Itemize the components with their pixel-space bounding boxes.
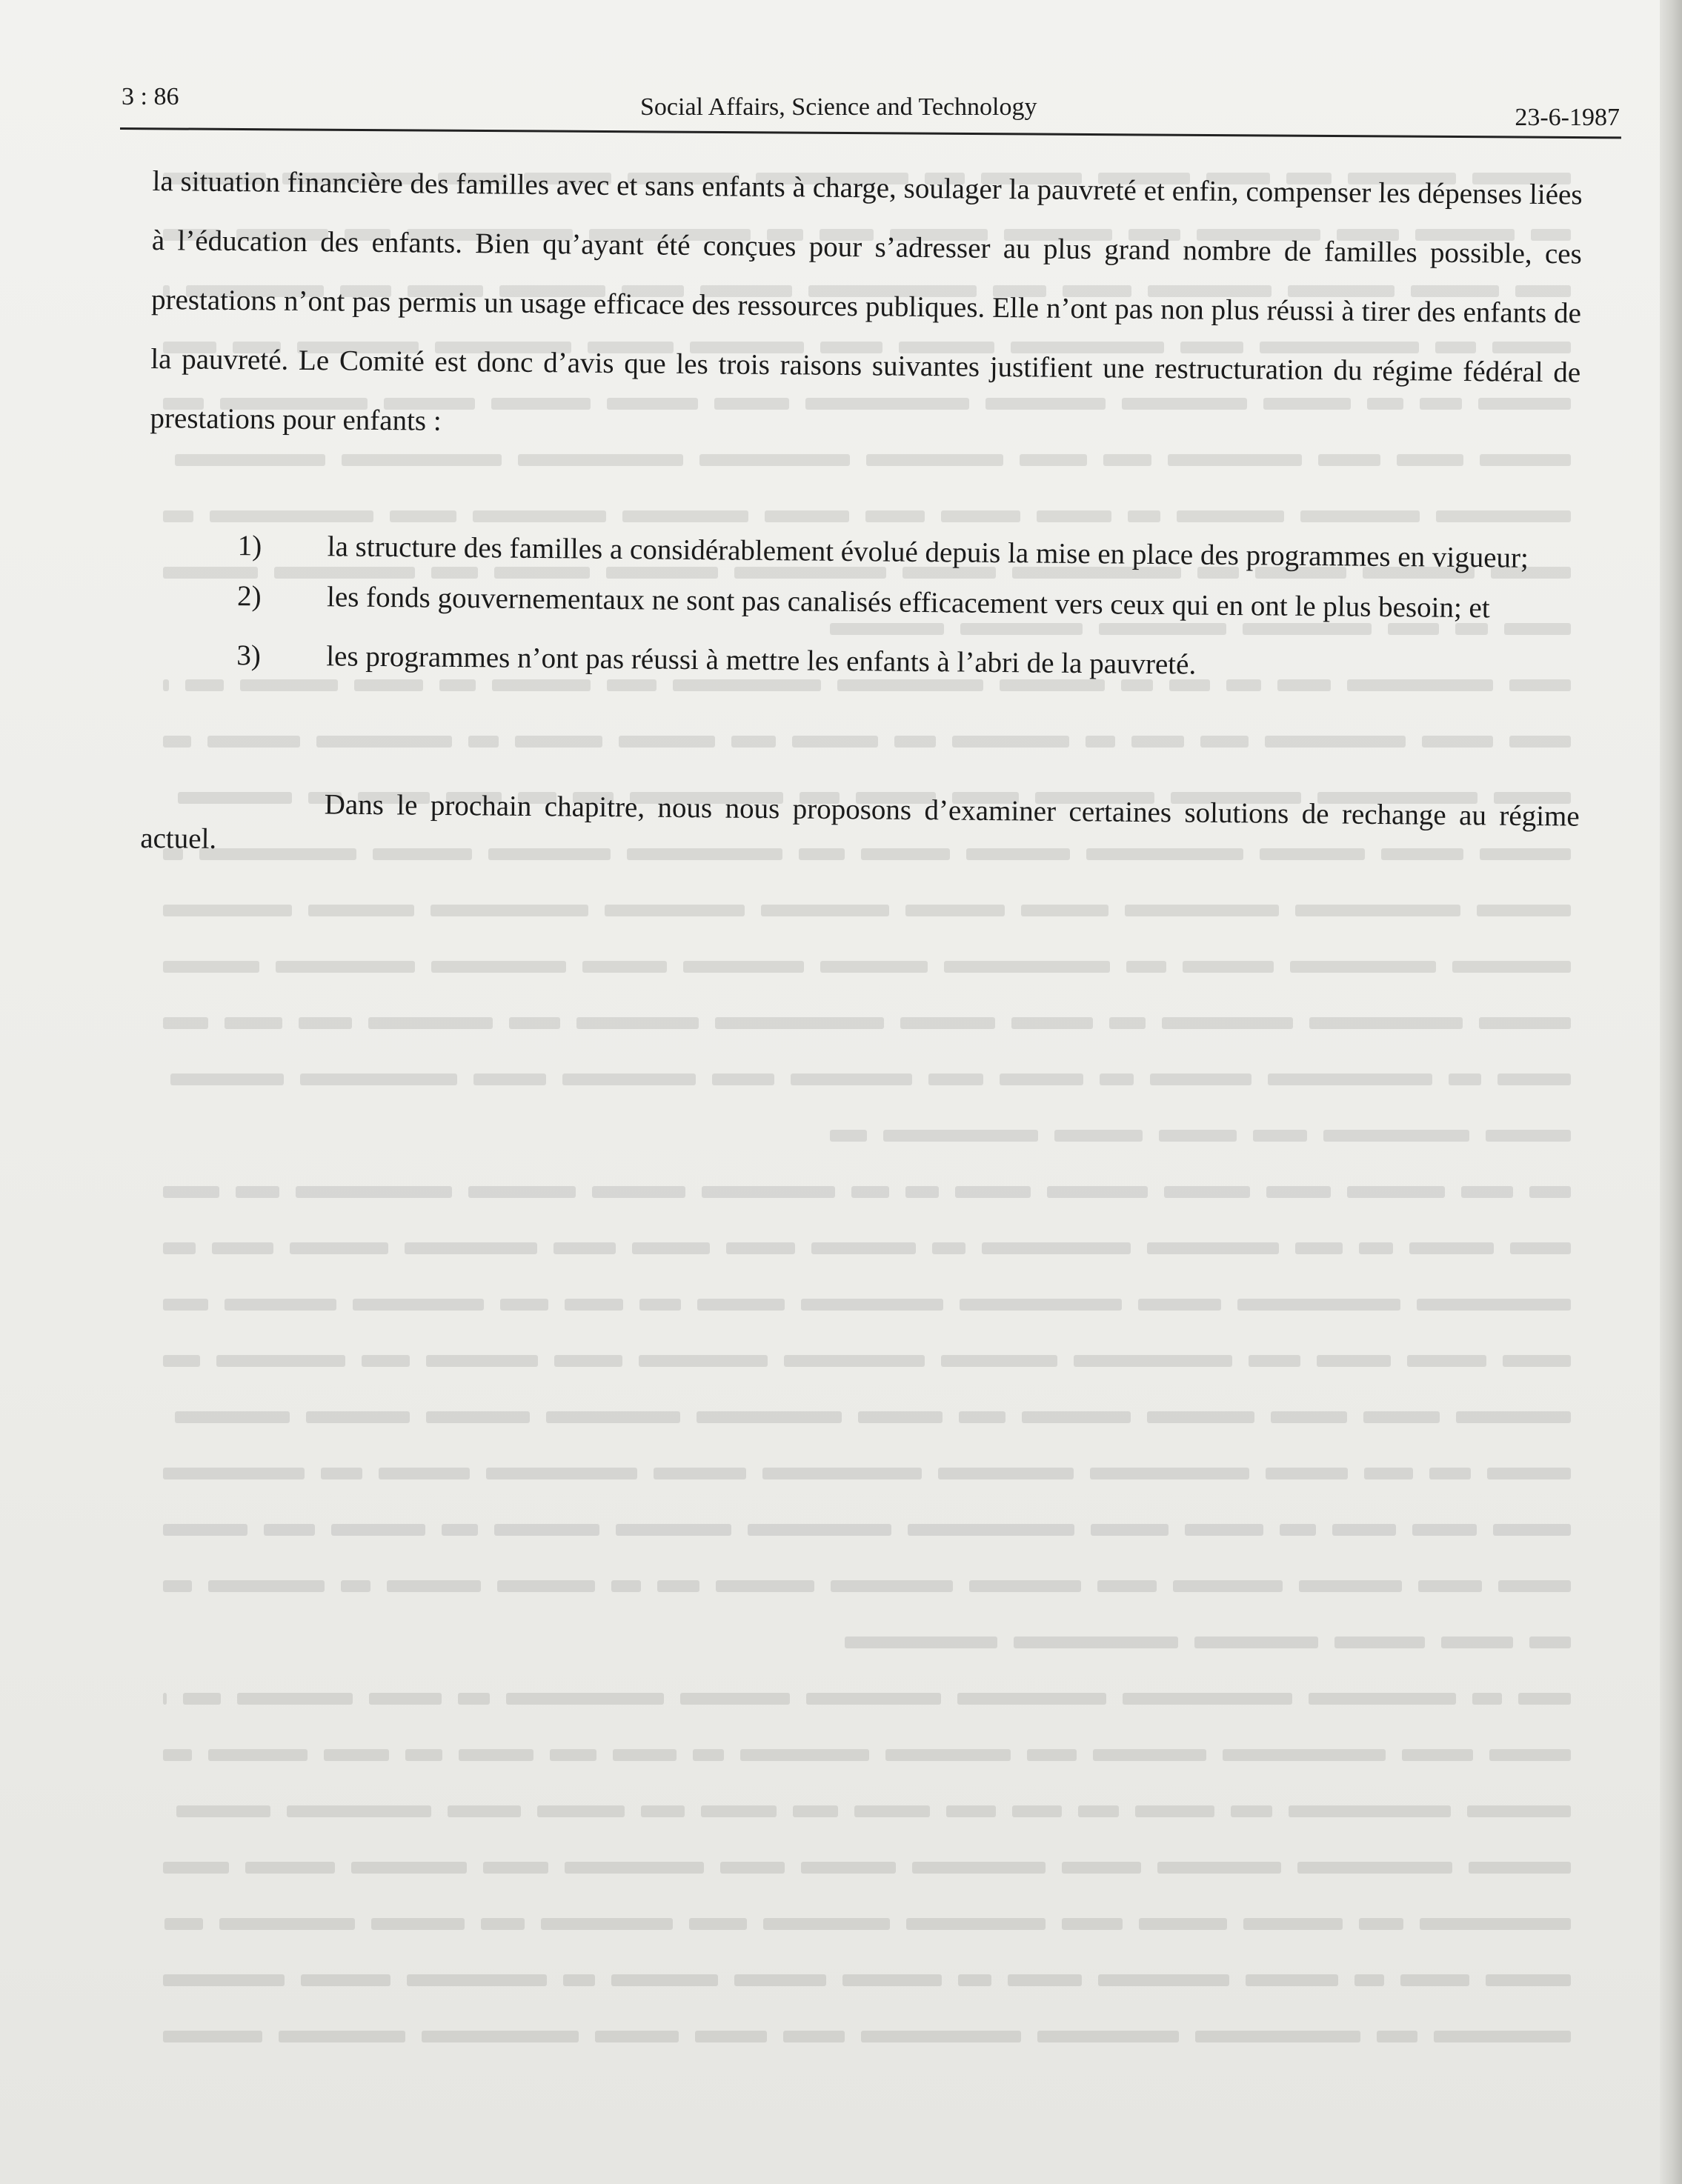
reasons-list [151, 527, 1583, 702]
list-item-text: les fonds gouvernementaux ne sont pas canalisés efficacement vers ceux qui en ont le plus besoin; et [326, 581, 1490, 625]
list-item [152, 578, 1582, 627]
list-item-number: 2) [236, 580, 262, 613]
list-item [151, 637, 1581, 687]
paragraph-1: la situation financière des familles avec et sans enfants à charge, soulager la pauvreté et enfin, compenser les dépenses liées à l’éducation des enfants. Bien qu’ayant été conçues pour s’adresser au plus grand nombre de familles possible, ces prestations n’ont pas permis un usage efficace des ressources publiques. Elle n’ont pas non plus réussi à tirer des enfants de la pauvreté. Le Comité est donc d’avis que les trois raisons suivantes justifient une restructuration du régime fédéral de prestations pour enfants : [150, 164, 1583, 437]
list-item-number: 3) [236, 639, 262, 672]
list-item-text: les programmes n’ont pas réussi à mettre les enfants à l’abri de la pauvreté. [326, 640, 1197, 681]
paragraph-2: Dans le prochain chapitre, nous nous proposons d’examiner certaines solutions de rechange au régime actuel. [140, 788, 1580, 855]
running-title: Social Affairs, Science and Technology [640, 93, 1037, 121]
page-edge-shadow [1660, 0, 1682, 2184]
page-header [122, 83, 1620, 129]
list-item-number: 1) [237, 530, 262, 562]
list-item-text: la structure des familles a considérablement évolué depuis la mise en place des programmes en vigueur; [327, 530, 1529, 574]
body-text [150, 152, 1583, 462]
header-date: 23-6-1987 [1515, 104, 1620, 131]
page-number: 3 : 86 [122, 83, 179, 110]
